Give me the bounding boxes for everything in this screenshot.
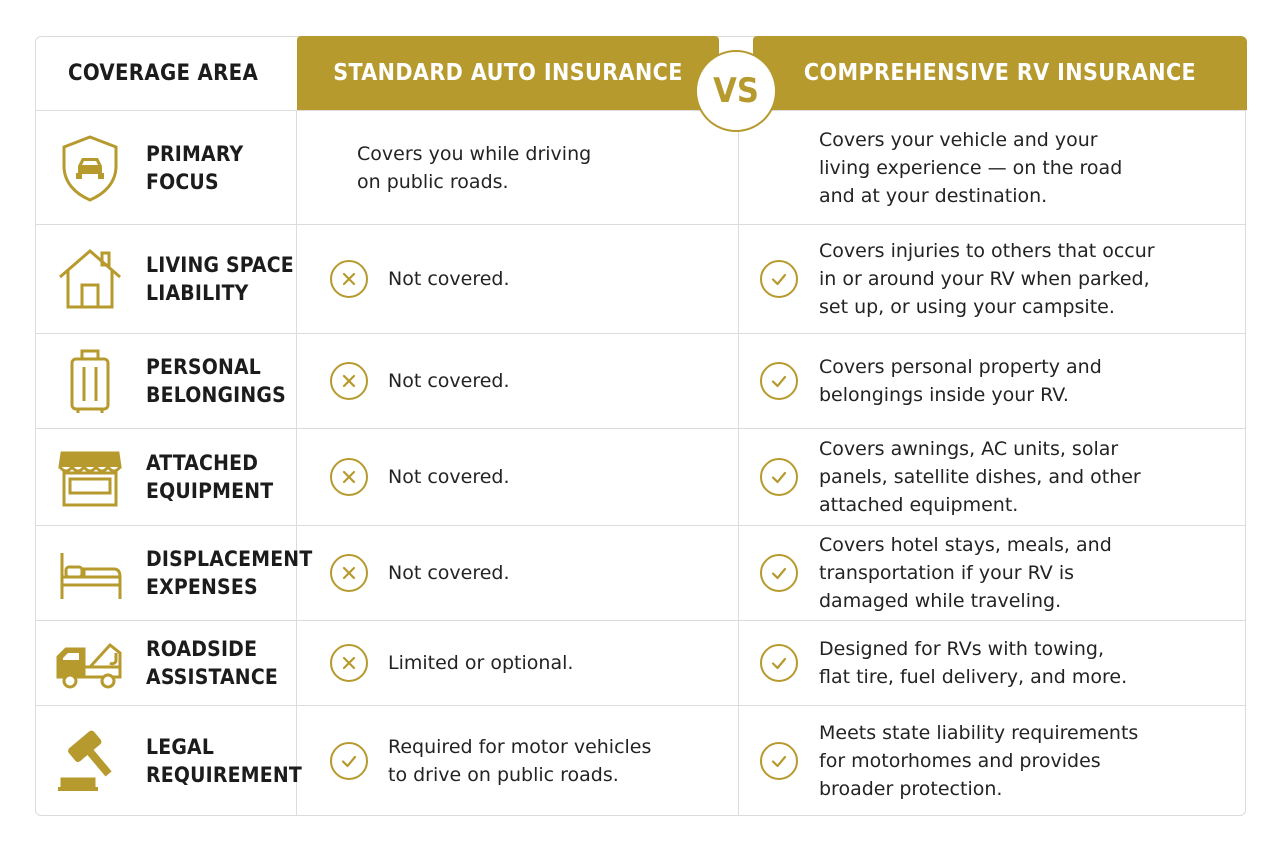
house-icon [54, 243, 126, 315]
coverage-area-label: LIVING SPACE LIABILITY [146, 253, 294, 305]
rv-insurance-text: Covers hotel stays, meals, and transportation if your RV is damaged while traveling. [819, 534, 1112, 612]
comparison-table [35, 36, 1246, 816]
coverage-area-label: DISPLACEMENT EXPENSES [146, 547, 313, 599]
standard-auto-cell [296, 334, 739, 428]
rv-insurance-cell [738, 526, 1245, 620]
rv-insurance-text: Covers personal property and belongings inside your RV. [819, 356, 1102, 406]
standard-auto-cell [296, 225, 739, 333]
standard-auto-text: Required for motor vehicles to drive on public roads. [388, 736, 652, 786]
standard-auto-cell [296, 526, 739, 620]
coverage-area-label: PERSONAL BELONGINGS [146, 355, 286, 407]
rv-insurance-text: Designed for RVs with towing, flat tire, fuel delivery, and more. [819, 638, 1128, 688]
coverage-area-cell [36, 429, 297, 525]
coverage-area-label: ATTACHED EQUIPMENT [146, 451, 274, 503]
x-circle-icon [330, 458, 368, 496]
coverage-area-label: LEGAL REQUIREMENT [146, 735, 302, 787]
standard-auto-text: Not covered. [388, 268, 510, 290]
standard-auto-cell [296, 706, 739, 816]
table-row [36, 705, 1245, 816]
rv-insurance-text: Covers injuries to others that occur in or around your RV when parked, set up, or using your campsite. [819, 240, 1155, 318]
coverage-area-cell [36, 526, 313, 620]
rv-insurance-text: Covers awnings, AC units, solar panels, satellite dishes, and other attached equipment. [819, 438, 1141, 516]
standard-auto-text: Not covered. [388, 562, 510, 584]
rv-insurance-header: COMPREHENSIVE RV INSURANCE [753, 36, 1247, 110]
check-circle-icon [760, 742, 798, 780]
check-circle-icon [760, 458, 798, 496]
standard-auto-header: STANDARD AUTO INSURANCE [297, 36, 719, 110]
coverage-area-label: ROADSIDE ASSISTANCE [146, 637, 278, 689]
check-circle-icon [330, 742, 368, 780]
table-row [36, 110, 1245, 224]
standard-auto-cell [296, 429, 739, 525]
x-circle-icon [330, 362, 368, 400]
coverage-area-cell [36, 111, 297, 224]
table-row [36, 525, 1245, 620]
shield-car-icon [54, 132, 126, 204]
standard-auto-cell [296, 111, 739, 224]
standard-auto-text: Covers you while driving on public roads. [357, 142, 592, 193]
awning-icon [54, 441, 126, 513]
rv-insurance-cell [738, 706, 1245, 816]
vs-badge: VS [695, 50, 777, 132]
bed-icon [54, 537, 126, 609]
gavel-icon [54, 725, 126, 797]
table-row [36, 224, 1245, 333]
luggage-icon [54, 345, 126, 417]
coverage-area-cell [36, 334, 297, 428]
check-circle-icon [760, 362, 798, 400]
standard-auto-text: Not covered. [388, 370, 510, 392]
check-circle-icon [760, 260, 798, 298]
rv-insurance-cell [738, 225, 1245, 333]
standard-auto-cell [296, 621, 739, 705]
coverage-area-header: COVERAGE AREA [68, 61, 259, 86]
standard-auto-text: Limited or optional. [388, 652, 574, 674]
table-row [36, 620, 1245, 705]
table-row [36, 428, 1245, 525]
rv-insurance-text: Covers your vehicle and your living experience — on the road and at your destination. [819, 128, 1123, 207]
x-circle-icon [330, 260, 368, 298]
coverage-area-cell [36, 706, 302, 816]
rv-insurance-cell [738, 429, 1245, 525]
check-circle-icon [760, 554, 798, 592]
coverage-area-cell [36, 621, 297, 705]
x-circle-icon [330, 644, 368, 682]
rv-insurance-cell [738, 334, 1245, 428]
coverage-area-cell [36, 225, 297, 333]
rv-insurance-cell [738, 111, 1245, 224]
standard-auto-text: Not covered. [388, 466, 510, 488]
rv-insurance-cell [738, 621, 1245, 705]
check-circle-icon [760, 644, 798, 682]
coverage-area-label: PRIMARY FOCUS [146, 141, 244, 194]
rv-insurance-text: Meets state liability requirements for motorhomes and provides broader protection. [819, 722, 1139, 800]
tow-truck-icon [54, 627, 126, 699]
table-row [36, 333, 1245, 428]
x-circle-icon [330, 554, 368, 592]
